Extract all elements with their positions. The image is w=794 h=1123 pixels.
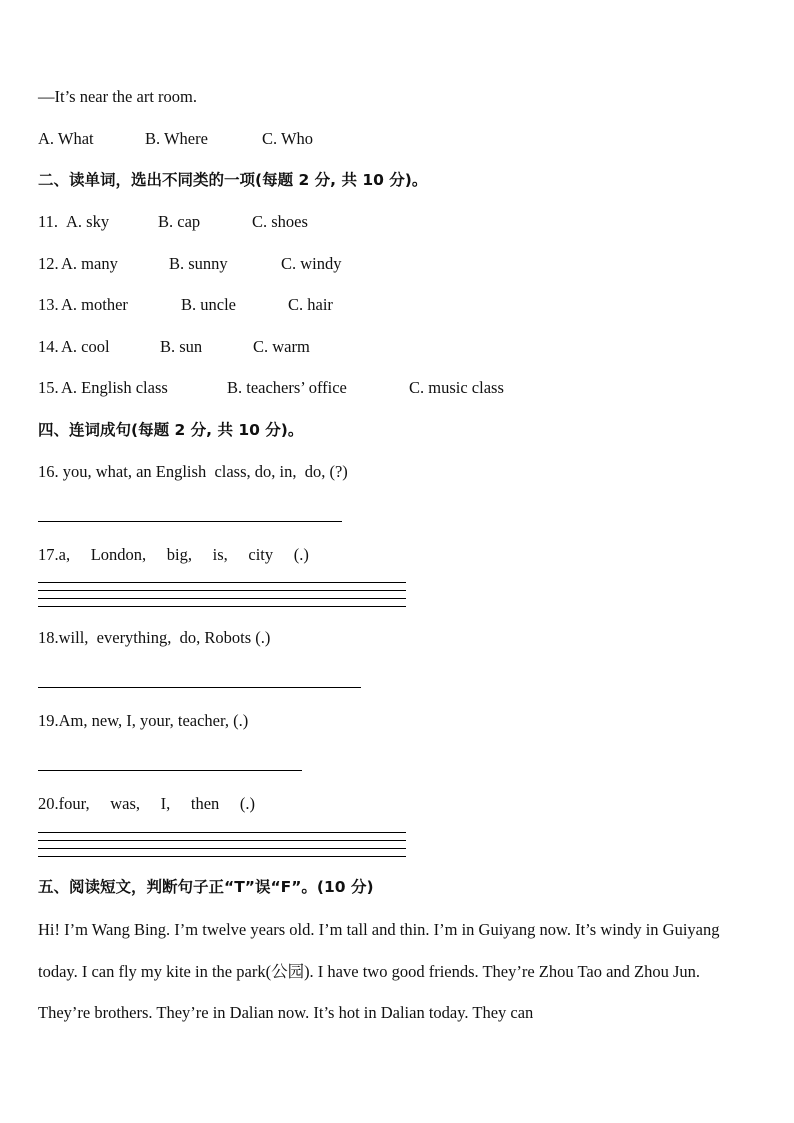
question-number: 12. (38, 254, 59, 273)
option-b: B. sunny (169, 254, 228, 273)
answer-line-20a[interactable] (38, 832, 406, 833)
question-19: 19.Am, new, I, your, teacher, (.) (38, 711, 249, 730)
option-a: A. many (61, 254, 118, 273)
q10-option-a: A. What (38, 129, 94, 148)
option-c: C. music class (409, 378, 504, 397)
option-c: C. hair (288, 295, 333, 314)
option-c: C. warm (253, 337, 310, 356)
answer-line-20b[interactable] (38, 840, 406, 841)
option-c: C. windy (281, 254, 342, 273)
section4-heading: 四、连词成句(每题 2 分, 共 10 分)。 (38, 421, 304, 439)
option-b: B. cap (158, 212, 201, 231)
answer-line-17d[interactable] (38, 606, 406, 607)
option-a: A. sky (66, 212, 110, 231)
option-b: B. sun (160, 337, 203, 356)
answer-line-18[interactable] (38, 687, 361, 688)
section2-heading: 二、读单词，选出不同类的一项(每题 2 分, 共 10 分)。 (38, 171, 428, 189)
answer-line-19[interactable] (38, 770, 302, 771)
answer-line-20c[interactable] (38, 848, 406, 849)
q10-option-c: C. Who (262, 129, 314, 148)
q10-option-b: B. Where (145, 129, 208, 148)
q10-answer-line: —It’s near the art room. (38, 87, 197, 106)
answer-line-17a[interactable] (38, 582, 406, 583)
option-a: A. mother (61, 295, 128, 314)
answer-line-20d[interactable] (38, 856, 406, 857)
option-c: C. shoes (252, 212, 308, 231)
question-17: 17.a, London, big, is, city (.) (38, 545, 309, 564)
question-number: 14. (38, 337, 59, 356)
option-b: B. teachers’ office (227, 378, 347, 397)
question-20: 20.four, was, I, then (.) (38, 794, 256, 813)
reading-passage: Hi! I’m Wang Bing. I’m twelve years old. I’m tall and thin. I’m in Guiyang now. It’s windy in Guiyang today. I can fly my kite in the park(公园). I have two good friends. They’re Zhou Tao and Zhou Jun. They’re brothers. They’re in Dalian now. It’s hot in Dalian today. They can (38, 920, 720, 1022)
question-number: 15. (38, 378, 59, 397)
option-a: A. cool (61, 337, 110, 356)
option-a: A. English class (61, 378, 168, 397)
question-number: 11. (38, 212, 59, 231)
answer-line-17c[interactable] (38, 598, 406, 599)
section5-heading: 五、阅读短文，判断句子正“T”误“F”。(10 分) (38, 878, 374, 896)
answer-line-16[interactable] (38, 521, 342, 522)
question-16: 16. you, what, an English class, do, in, do, (?) (38, 462, 348, 481)
option-b: B. uncle (181, 295, 236, 314)
question-number: 13. (38, 295, 59, 314)
answer-line-17b[interactable] (38, 590, 406, 591)
question-18: 18.will, everything, do, Robots (.) (38, 628, 271, 647)
